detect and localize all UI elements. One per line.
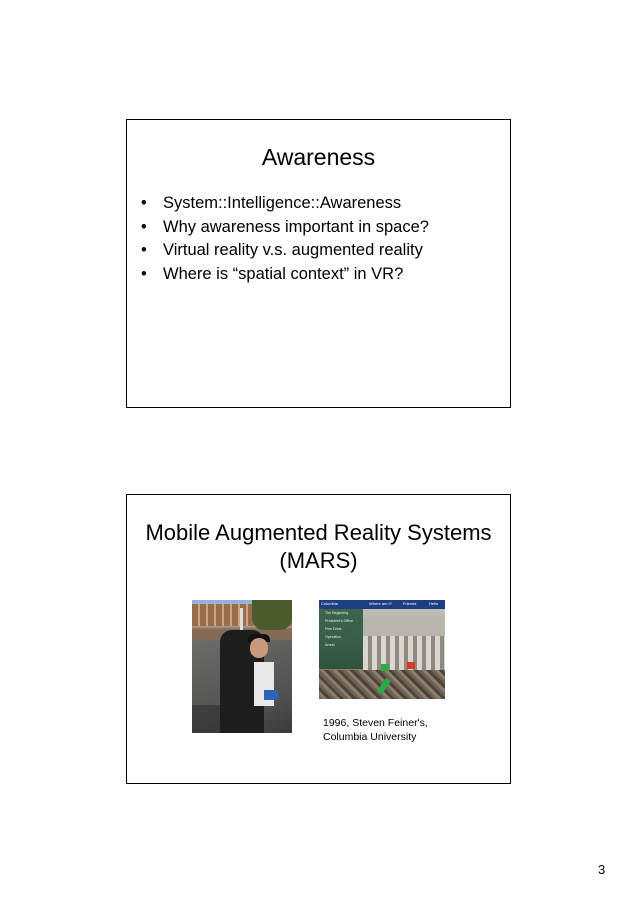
screen-library-columns [363,636,445,672]
bullet-text: System::Intelligence::Awareness [163,194,402,212]
screen-menu-item: President's Office [325,619,353,623]
slide-title-line: Mobile Augmented Reality Systems [145,520,492,545]
photo-tablet [264,690,278,700]
page-number: 3 [598,862,606,877]
bullet-item [141,239,429,263]
bullet-item [141,216,429,240]
screen-library-roof [359,618,445,636]
image-caption [323,716,428,744]
green-flag-icon [381,664,389,671]
screen-menu-item: The Beginning [325,611,349,615]
mars-user-photo [192,600,292,733]
bullet-dot: • [141,264,147,283]
slide-awareness [126,119,511,408]
photo-tree [252,600,292,630]
mars-view-screenshot [319,600,445,699]
caption-line: Columbia University [323,731,417,743]
bullet-item [141,263,429,287]
bullet-text: Where is “spatial context” in VR? [163,264,404,283]
bullet-dot: • [141,194,147,212]
screen-menu-panel [319,609,363,669]
slide-title: Awareness [261,144,376,170]
bullet-dot: • [141,241,147,259]
bullet-dot: • [141,217,147,236]
bullet-item [141,192,429,216]
screen-menu-item: Arrest [325,643,335,647]
caption-line: 1996, Steven Feiner's, [323,717,428,729]
bullet-list [141,192,429,286]
bullet-text: Virtual reality v.s. augmented reality [163,241,423,259]
screen-menu-item: Operation [325,635,341,639]
red-flag-icon [407,662,415,669]
slide-title [127,519,510,575]
screen-header-text: Hello [429,601,439,606]
bullet-text: Why awareness important in space? [163,217,429,236]
screen-header-text: Columbia [321,601,338,606]
slide-mars [126,494,511,784]
screen-header-text: Where am I? [369,601,392,606]
screen-menu-item: Fine Drink [325,627,342,631]
screen-header-bar [319,600,445,609]
screen-header-text: Friends [403,601,417,606]
slide-title-line: (MARS) [279,548,358,573]
photo-head [250,638,268,658]
